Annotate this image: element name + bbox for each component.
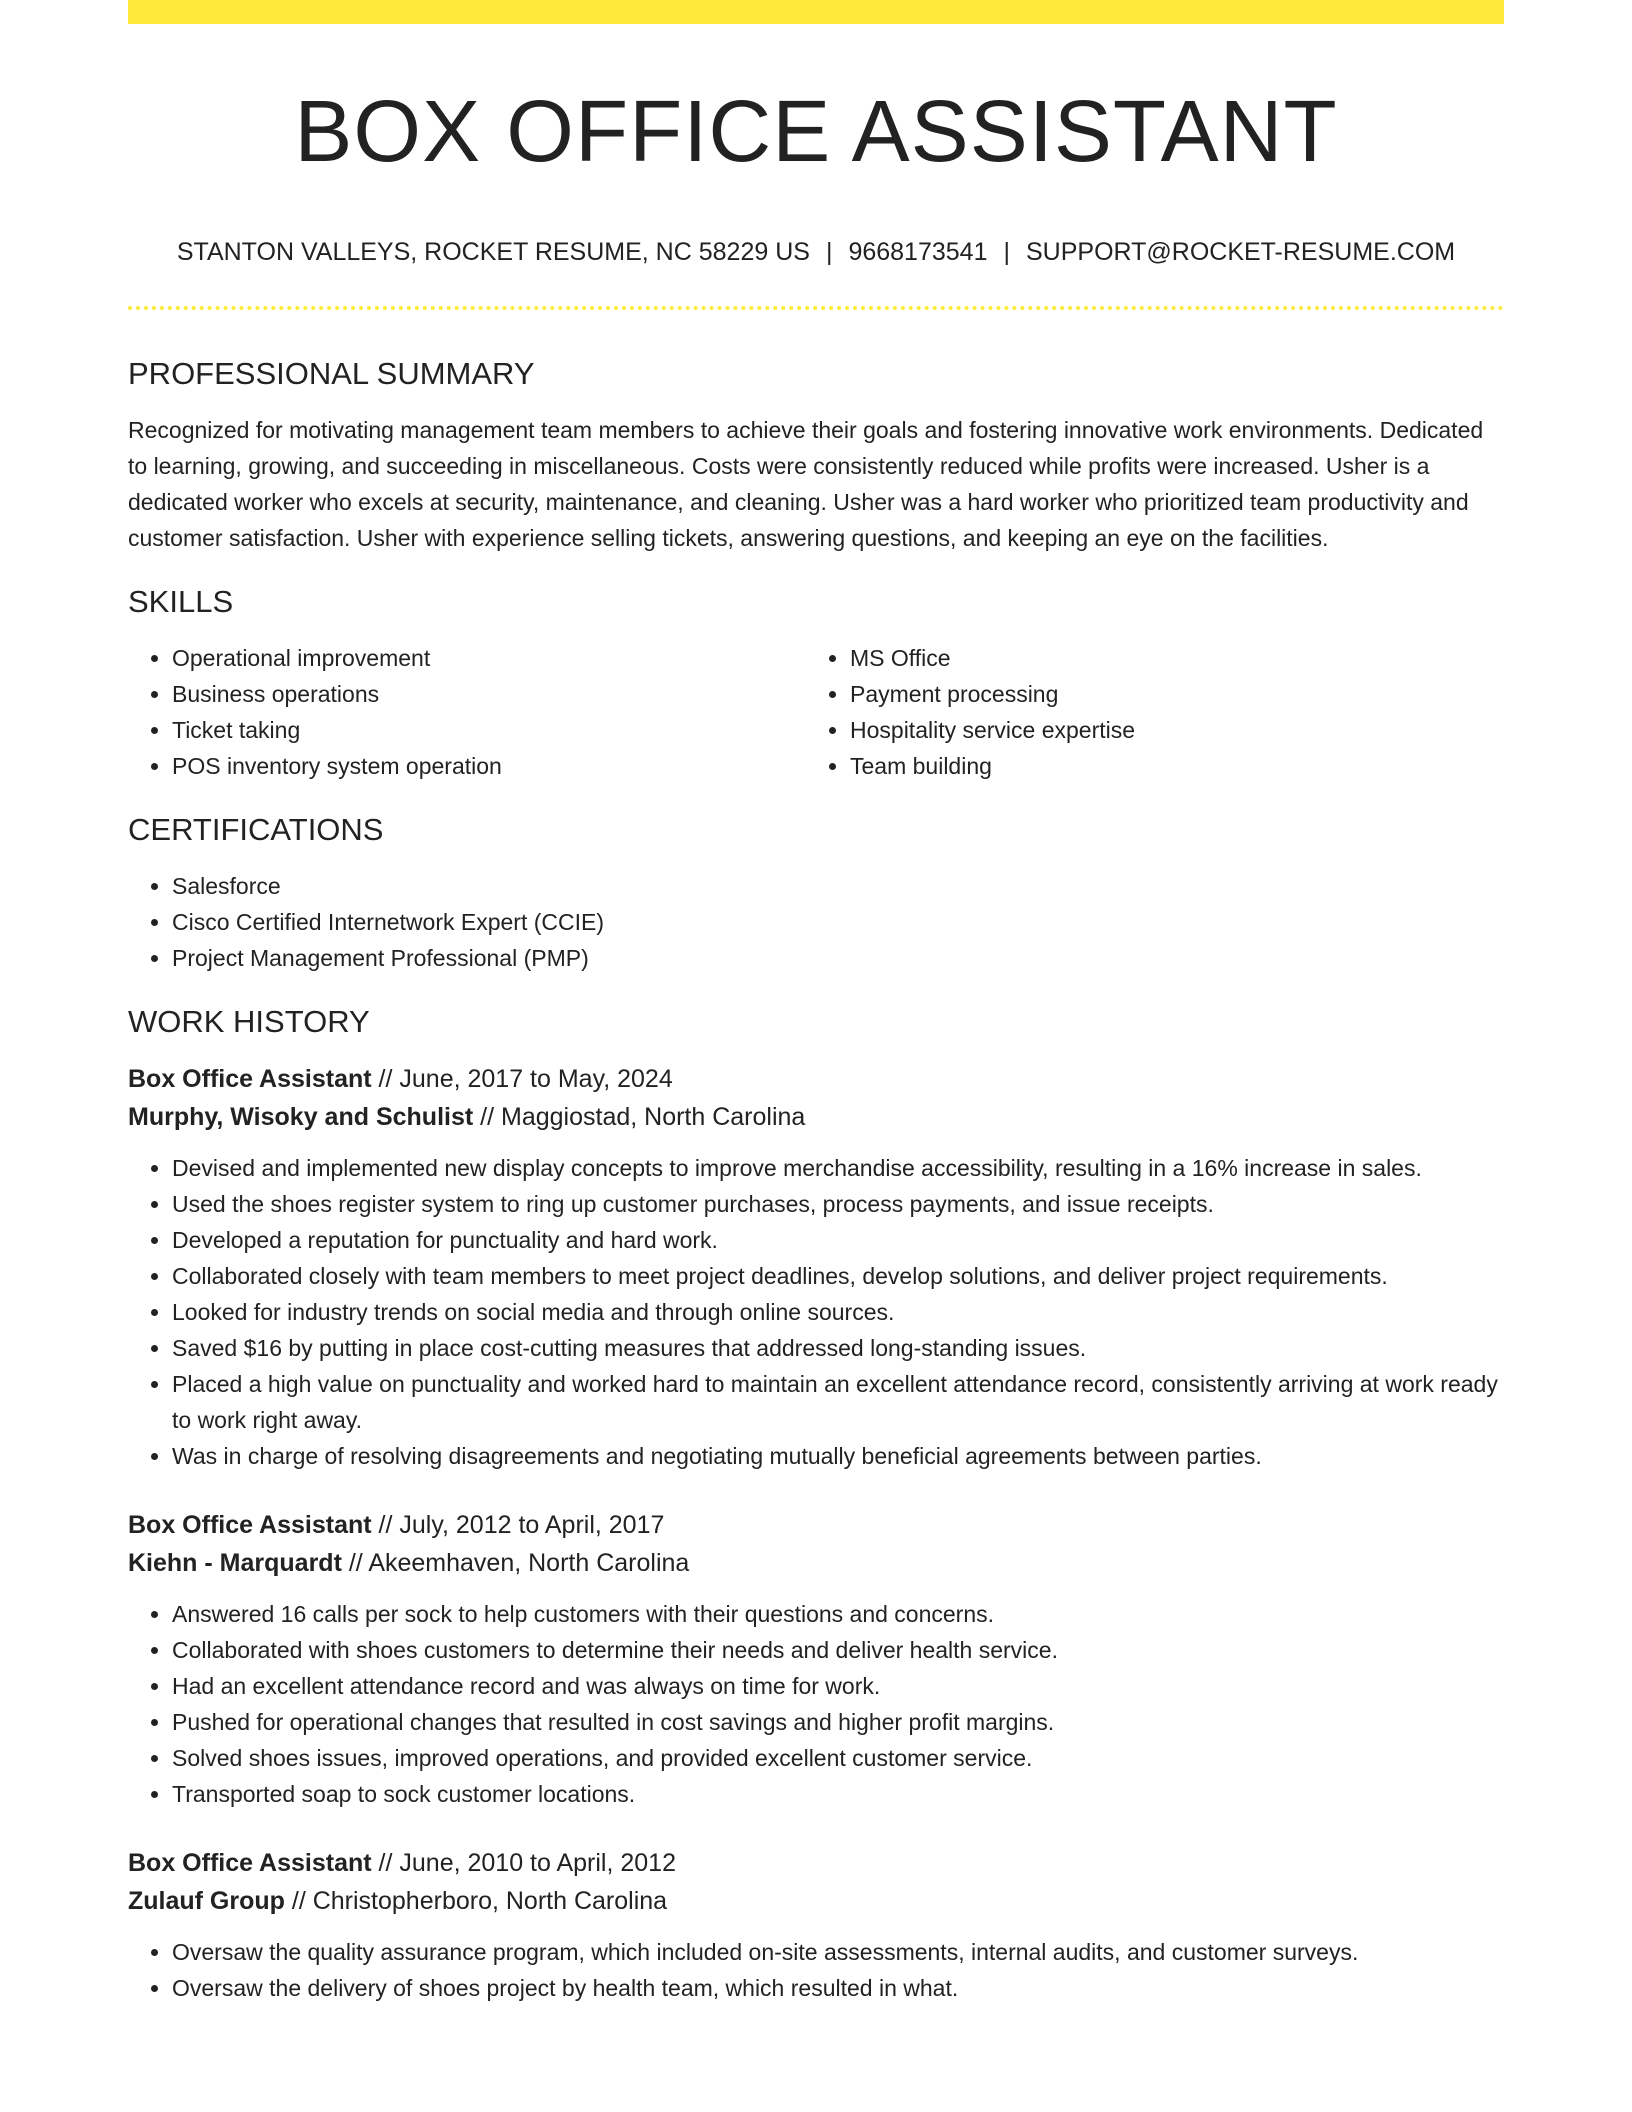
job-entry (128, 1506, 1504, 1812)
summary-text: Recognized for motivating management team members to achieve their goals and fostering innovative work environments. Dedicated to learning, growing, and succeeding in miscellaneous. Costs were consistently reduced while profits were increased. Usher is a dedicated worker who excels at security, maintenance, and cleaning. Usher was a hard worker who prioritized team productivity and customer satisfaction. Usher with experience selling tickets, answering questions, and keeping an eye on the facilities. (128, 417, 1484, 551)
resume-name: BOX OFFICE ASSISTANT (294, 83, 1338, 180)
job-bullets (128, 1596, 1504, 1812)
job-bullet: • Transported soap to sock customer locations. (172, 1776, 1504, 1812)
skill-item: • Operational improvement (172, 640, 806, 676)
skill-item: • Business operations (172, 676, 806, 712)
job-bullet: • Devised and implemented new display concepts to improve merchandise accessibility, resulting in a 16% increase in sales. (172, 1150, 1504, 1186)
job-company-line: Kiehn - Marquardt // Akeemhaven, North Carolina (128, 1549, 690, 1577)
skill-item: • Team building (850, 748, 1484, 784)
job-title-line: Box Office Assistant // June, 2017 to May, 2024 (128, 1065, 673, 1093)
contact-line (128, 236, 1504, 268)
job-title-line: Box Office Assistant // June, 2010 to April, 2012 (128, 1849, 676, 1877)
job-bullet: • Saved $16 by putting in place cost-cutting measures that addressed long-standing issues. (172, 1330, 1504, 1366)
job-location: Maggiostad, North Carolina (501, 1103, 806, 1131)
job-dates: June, 2010 to April, 2012 (399, 1849, 676, 1877)
job-bullet: • Oversaw the delivery of shoes project by health team, which resulted in what. (172, 1970, 1504, 2006)
job-title-line: Box Office Assistant // July, 2012 to April, 2017 (128, 1511, 665, 1539)
skill-item: • Payment processing (850, 676, 1484, 712)
certification-item: • Cisco Certified Internetwork Expert (CCIE) (172, 904, 1504, 940)
job-bullets (128, 1934, 1504, 2006)
job-entry (128, 1060, 1504, 1474)
job-dates: June, 2017 to May, 2024 (399, 1065, 673, 1093)
job-bullet: • Used the shoes register system to ring up customer purchases, process payments, and issue receipts. (172, 1186, 1504, 1222)
top-accent-bar (128, 0, 1504, 24)
contact-email[interactable]: SUPPORT@ROCKET-RESUME.COM (1025, 238, 1456, 266)
job-entry (128, 1844, 1504, 2006)
skills-heading: SKILLS (128, 584, 234, 619)
job-bullets (128, 1150, 1504, 1474)
job-company: Kiehn - Marquardt (128, 1549, 342, 1577)
job-bullet: • Had an excellent attendance record and was always on time for work. (172, 1668, 1504, 1704)
job-title: Box Office Assistant (128, 1065, 372, 1093)
skill-item: • POS inventory system operation (172, 748, 806, 784)
skills-list-right (806, 640, 1484, 784)
job-title: Box Office Assistant (128, 1511, 372, 1539)
resume-page (128, 0, 1504, 2006)
contact-separator: | (825, 238, 833, 266)
job-bullet: • Solved shoes issues, improved operations, and provided excellent customer service. (172, 1740, 1504, 1776)
job-location: Akeemhaven, North Carolina (368, 1549, 690, 1577)
certifications-heading: CERTIFICATIONS (128, 812, 384, 847)
job-bullet: • Was in charge of resolving disagreements and negotiating mutually beneficial agreements between parties. (172, 1438, 1504, 1474)
contact-address: STANTON VALLEYS, ROCKET RESUME, NC 58229 US (176, 238, 810, 266)
header-divider (128, 306, 1504, 310)
skill-item: • MS Office (850, 640, 1484, 676)
job-company: Zulauf Group (128, 1887, 285, 1915)
job-company-line: Zulauf Group // Christopherboro, North Carolina (128, 1887, 668, 1915)
job-location: Christopherboro, North Carolina (312, 1887, 668, 1915)
work-history-heading: WORK HISTORY (128, 1004, 370, 1039)
skills-grid (128, 640, 1504, 784)
skill-item: • Hospitality service expertise (850, 712, 1484, 748)
job-company-line: Murphy, Wisoky and Schulist // Maggiostad, North Carolina (128, 1103, 806, 1131)
job-company: Murphy, Wisoky and Schulist (128, 1103, 474, 1131)
job-bullet: • Developed a reputation for punctuality and hard work. (172, 1222, 1504, 1258)
job-bullet: • Answered 16 calls per sock to help customers with their questions and concerns. (172, 1596, 1504, 1632)
summary-heading: PROFESSIONAL SUMMARY (128, 356, 535, 391)
job-bullet: • Oversaw the quality assurance program, which included on-site assessments, internal audits, and customer surveys. (172, 1934, 1504, 1970)
contact-phone[interactable]: 9668173541 (848, 238, 988, 266)
skills-list-left (128, 640, 806, 784)
job-bullet: • Placed a high value on punctuality and worked hard to maintain an excellent attendance record, consistently arriving at work ready to work right away. (172, 1366, 1504, 1438)
job-dates: July, 2012 to April, 2017 (399, 1511, 665, 1539)
skill-item: • Ticket taking (172, 712, 806, 748)
job-bullet: • Pushed for operational changes that resulted in cost savings and higher profit margins. (172, 1704, 1504, 1740)
contact-separator: | (1003, 238, 1010, 266)
job-bullet: • Collaborated with shoes customers to determine their needs and deliver health service. (172, 1632, 1504, 1668)
certification-item: • Salesforce (172, 868, 1504, 904)
job-bullet: • Collaborated closely with team members to meet project deadlines, develop solutions, and deliver project requirements. (172, 1258, 1504, 1294)
job-bullet: • Looked for industry trends on social media and through online sources. (172, 1294, 1504, 1330)
certifications-list (128, 868, 1504, 976)
certification-item: • Project Management Professional (PMP) (172, 940, 1504, 976)
job-title: Box Office Assistant (128, 1849, 372, 1877)
